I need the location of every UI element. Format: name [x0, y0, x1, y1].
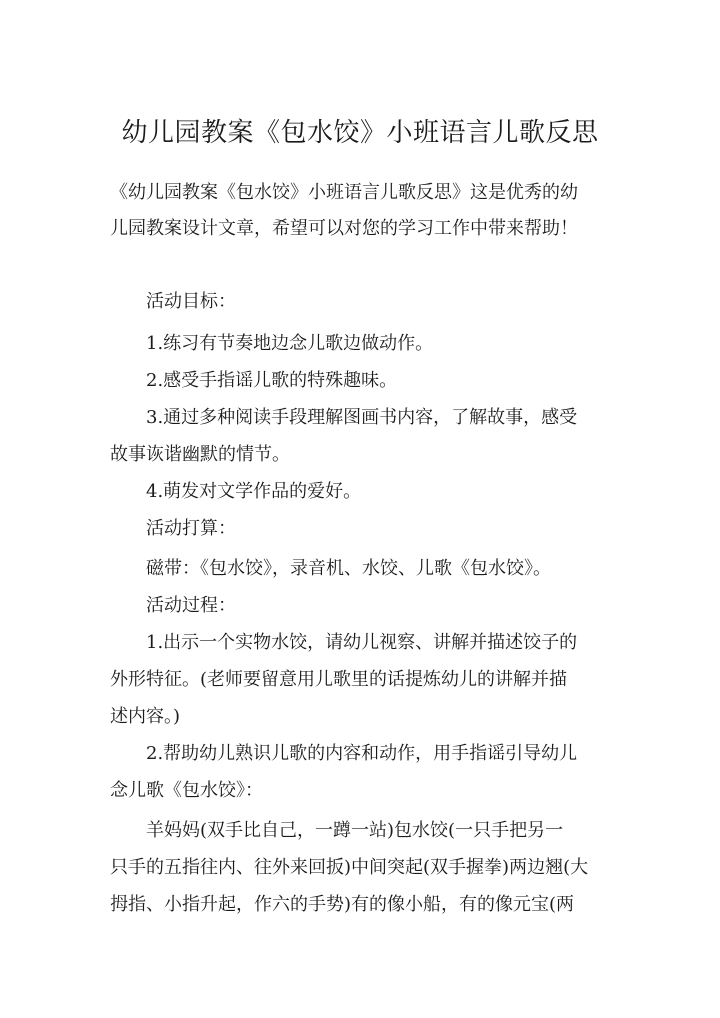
goal-item-1: 1.练习有节奏地边念儿歌边做动作。 [146, 333, 434, 354]
goal-item-3: 3.通过多种阅读手段理解图画书内容，了解故事，感受 [146, 407, 578, 428]
rhyme-line-3: 拇指、小指升起，作六的手势)有的像小船，有的像元宝(两 [110, 894, 575, 915]
process-step-1-cont-b: 述内容。) [110, 706, 181, 727]
intro-line-1: 《幼儿园教案《包水饺》小班语言儿歌反思》这是优秀的幼 [110, 182, 578, 203]
prep-materials: 磁带：《包水饺》，录音机、水饺、儿歌《包水饺》。 [146, 558, 551, 579]
process-step-1-cont-a: 外形特征。(老师要留意用儿歌里的话提炼幼儿的讲解并描 [110, 669, 568, 690]
document-title: 幼儿园教案《包水饺》小班语言儿歌反思 [121, 118, 599, 148]
intro-line-2: 儿园教案设计文章，希望可以对您的学习工作中带来帮助！ [110, 218, 578, 239]
process-step-2: 2.帮助幼儿熟识儿歌的内容和动作，用手指谣引导幼儿 [146, 743, 578, 764]
section-heading-goals: 活动目标： [146, 291, 236, 312]
process-step-1: 1.出示一个实物水饺，请幼儿视察、讲解并描述饺子的 [146, 632, 578, 653]
section-heading-prep: 活动打算： [146, 518, 236, 539]
goal-item-2: 2.感受手指谣儿歌的特殊趣味。 [146, 370, 398, 391]
goal-item-3-cont: 故事诙谐幽默的情节。 [110, 444, 290, 465]
section-heading-process: 活动过程： [146, 595, 236, 616]
process-step-2-cont: 念儿歌《包水饺》： [110, 780, 263, 801]
rhyme-line-1: 羊妈妈(双手比自己，一蹲一站)包水饺(一只手把另一 [146, 820, 564, 841]
goal-item-4: 4.萌发对文学作品的爱好。 [146, 481, 362, 502]
rhyme-line-2: 只手的五指往内、往外来回扳)中间突起(双手握拳)两边翘(大 [110, 857, 589, 878]
